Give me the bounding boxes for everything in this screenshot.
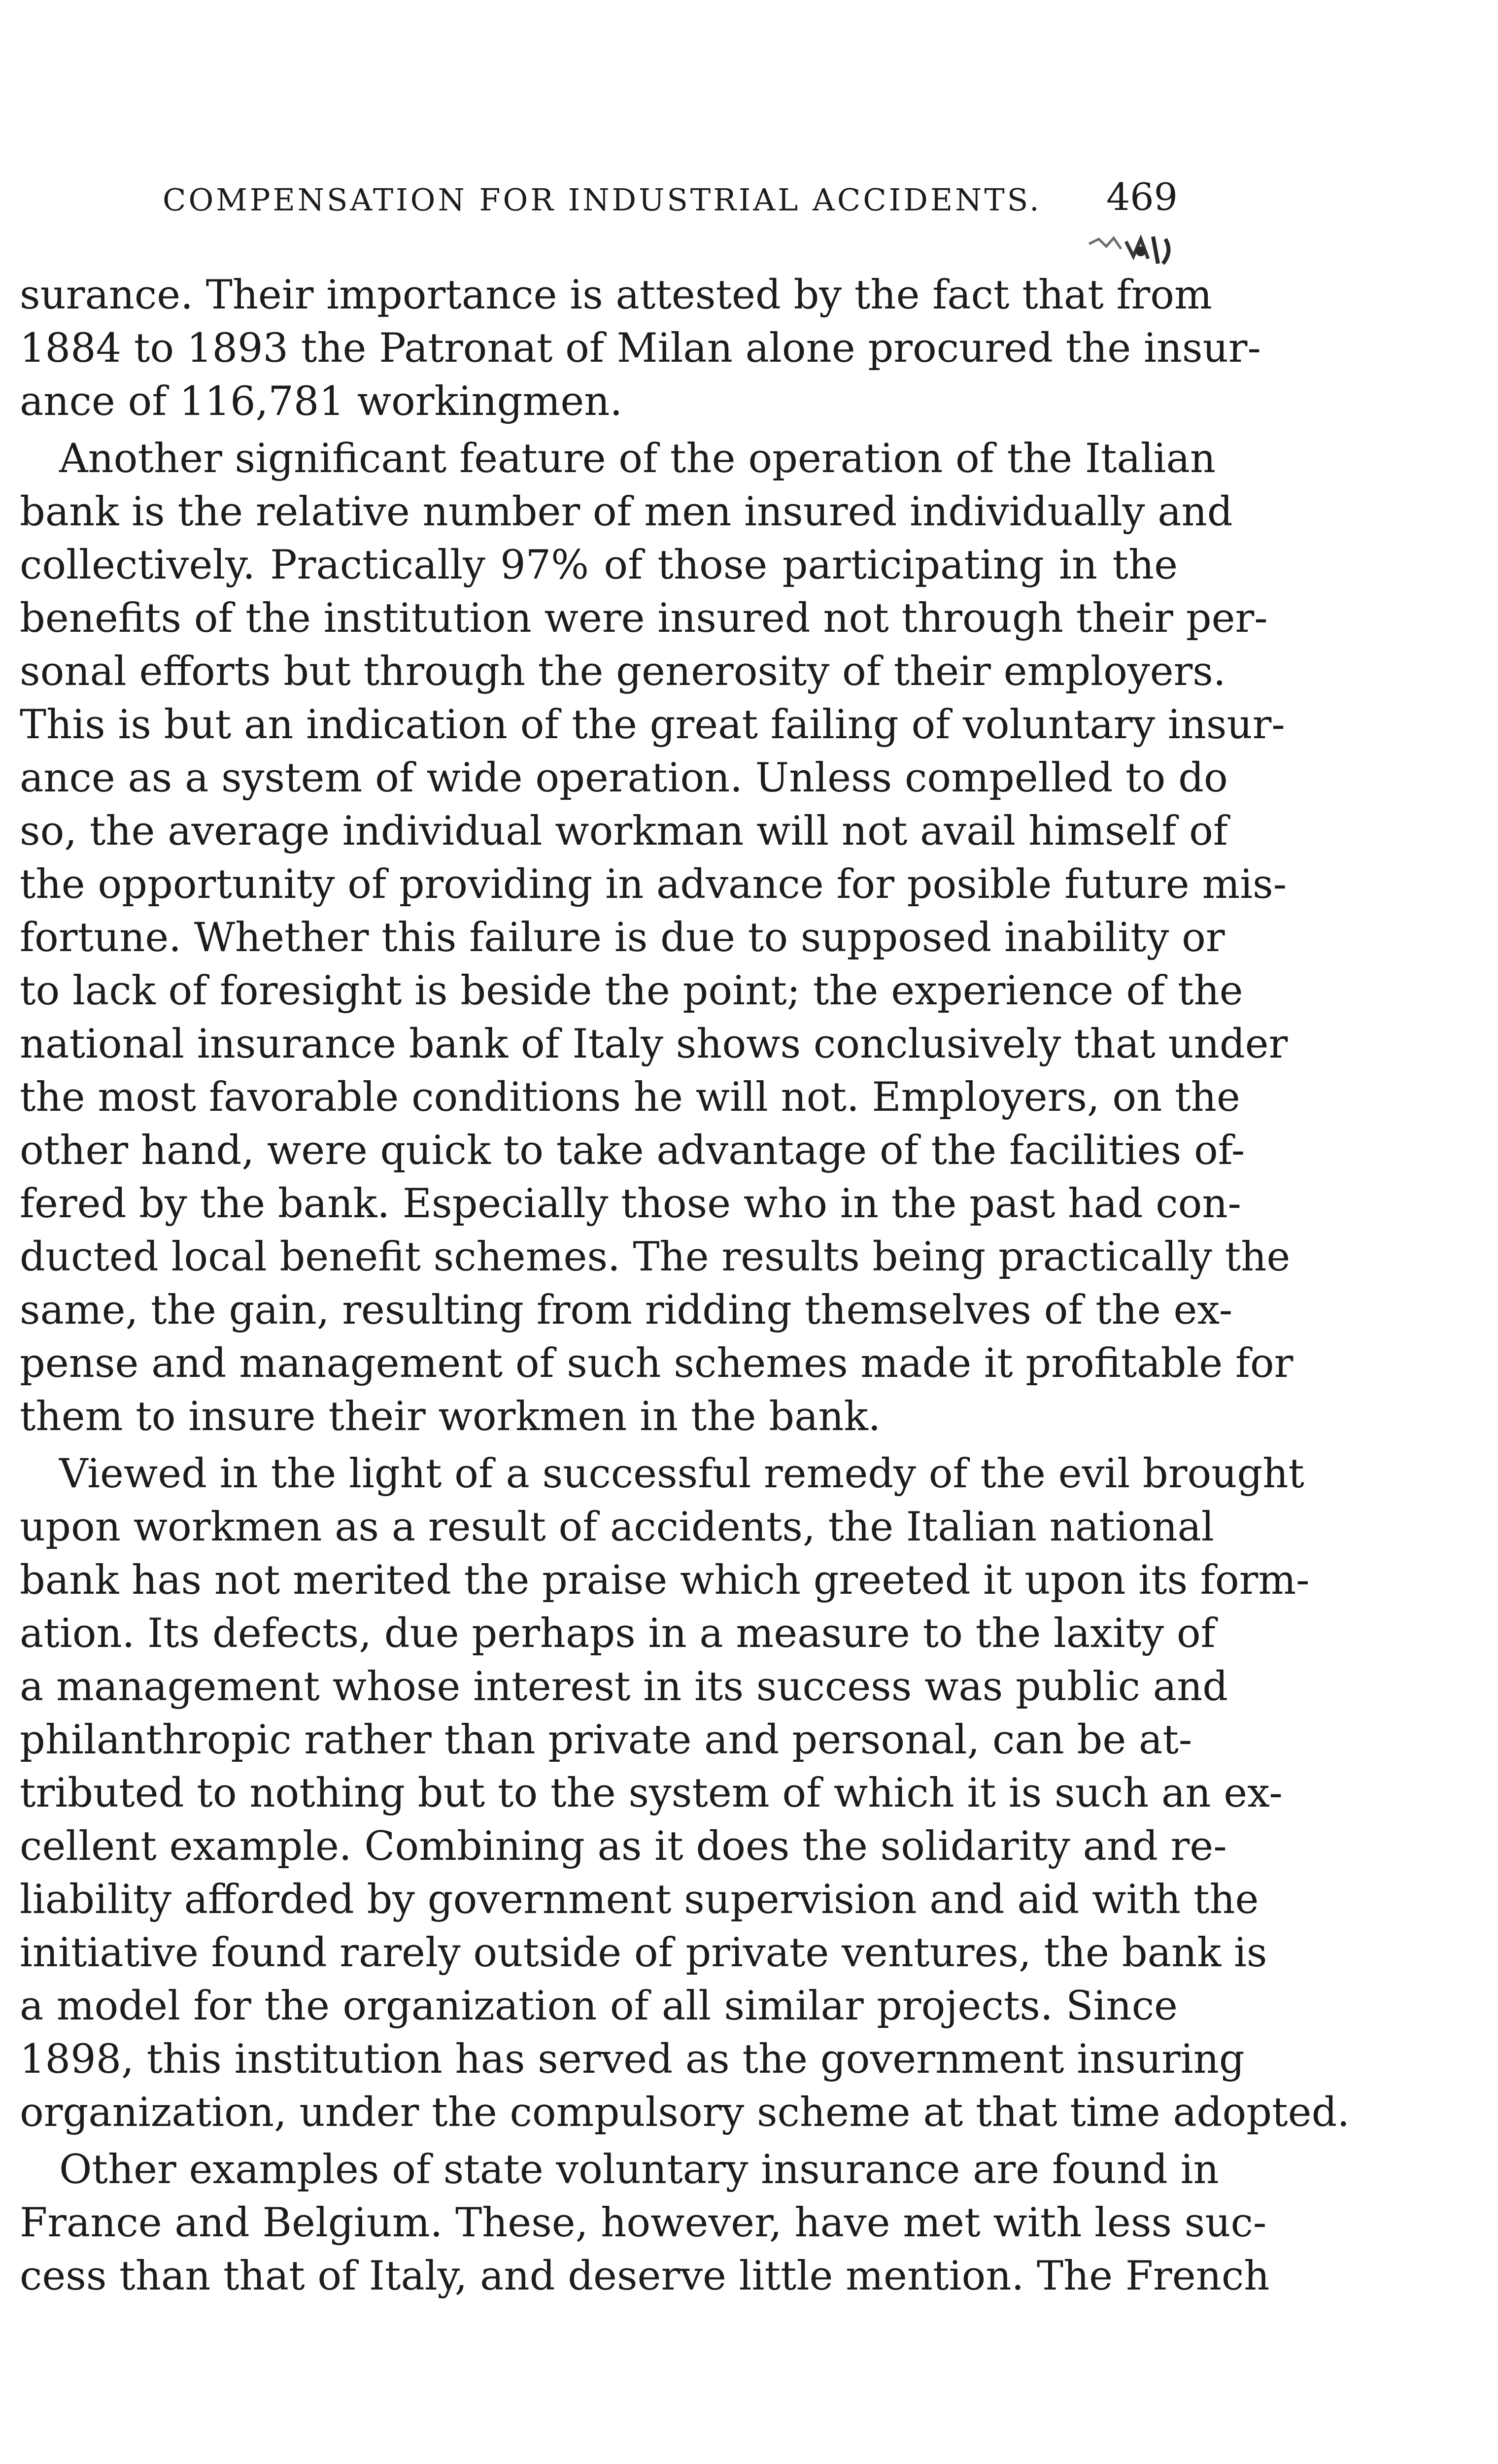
text-line: so, the average individual workman will not avail himself of (20, 808, 1228, 855)
text-line: the most favorable conditions he will not. Employers, on the (20, 1074, 1240, 1121)
page-number: 469 (1106, 175, 1178, 219)
paragraph (20, 2143, 1270, 2303)
paragraph (20, 1447, 1350, 2139)
text-line: ance as a system of wide operation. Unless compelled to do (20, 755, 1228, 801)
text-line: bank has not merited the praise which greeted it upon its form- (20, 1557, 1310, 1604)
running-header (163, 175, 1178, 229)
text-line: other hand, were quick to take advantage of the facilities of- (20, 1128, 1245, 1174)
text-line: Viewed in the light of a successful remedy of the evil brought (59, 1451, 1304, 1497)
running-title: COMPENSATION FOR INDUSTRIAL ACCIDENTS. (163, 182, 1042, 218)
text-line: benefits of the institution were insured not through their per- (20, 595, 1268, 642)
paragraph (20, 269, 1261, 428)
text-line: bank is the relative number of men insured individually and (20, 489, 1233, 535)
text-line: liability afforded by government supervision and aid with the (20, 1877, 1259, 1923)
text-line: initiative found rarely outside of private ventures, the bank is (20, 1930, 1267, 1976)
text-line: 1884 to 1893 the Patronat of Milan alone procured the insur- (20, 325, 1261, 372)
text-line: philanthropic rather than private and personal, can be at- (20, 1717, 1192, 1763)
text-line: This is but an indication of the great failing of voluntary insur- (20, 702, 1285, 748)
text-line: collectively. Practically 97% of those participating in the (20, 542, 1178, 588)
text-line: tributed to nothing but to the system of which it is such an ex- (20, 1770, 1283, 1816)
text-line: fortune. Whether this failure is due to supposed inability or (20, 915, 1225, 961)
text-line: a model for the organization of all similar projects. Since (20, 1983, 1178, 2029)
text-line: same, the gain, resulting from ridding themselves of the ex- (20, 1287, 1233, 1334)
text-line: them to insure their workmen in the bank. (20, 1394, 881, 1440)
text-line: pense and management of such schemes made it profitable for (20, 1340, 1294, 1387)
text-line: cess than that of Italy, and deserve little mention. The French (20, 2253, 1270, 2299)
text-line: upon workmen as a result of accidents, the Italian national (20, 1504, 1214, 1550)
text-line: organization, under the compulsory scheme at that time adopted. (20, 2089, 1350, 2136)
text-line: to lack of foresight is beside the point; the experience of the (20, 968, 1243, 1014)
text-line: 1898, this institution has served as the government insuring (20, 2036, 1245, 2083)
text-line: national insurance bank of Italy shows conclusively that under (20, 1021, 1288, 1067)
text-line: surance. Their importance is attested by the fact that from (20, 272, 1212, 318)
body-text (20, 269, 1350, 2307)
library-stamp-mark (1079, 229, 1192, 274)
text-line: the opportunity of providing in advance for posible future mis- (20, 861, 1287, 908)
text-line: fered by the bank. Especially those who in the past had con- (20, 1181, 1241, 1227)
text-line: a management whose interest in its success was public and (20, 1664, 1228, 1710)
text-line: ation. Its defects, due perhaps in a measure to the laxity of (20, 1610, 1216, 1657)
text-line: Another significant feature of the operation of the Italian (59, 436, 1216, 482)
text-line: cellent example. Combining as it does the solidarity and re- (20, 1823, 1227, 1870)
text-line: ducted local benefit schemes. The results being practically the (20, 1234, 1291, 1280)
text-line: sonal efforts but through the generosity of their employers. (20, 649, 1226, 695)
text-line: ance of 116,781 workingmen. (20, 378, 623, 425)
text-line: France and Belgium. These, however, have met with less suc- (20, 2200, 1267, 2246)
paragraph (20, 432, 1294, 1443)
text-line: Other examples of state voluntary insurance are found in (59, 2147, 1219, 2193)
